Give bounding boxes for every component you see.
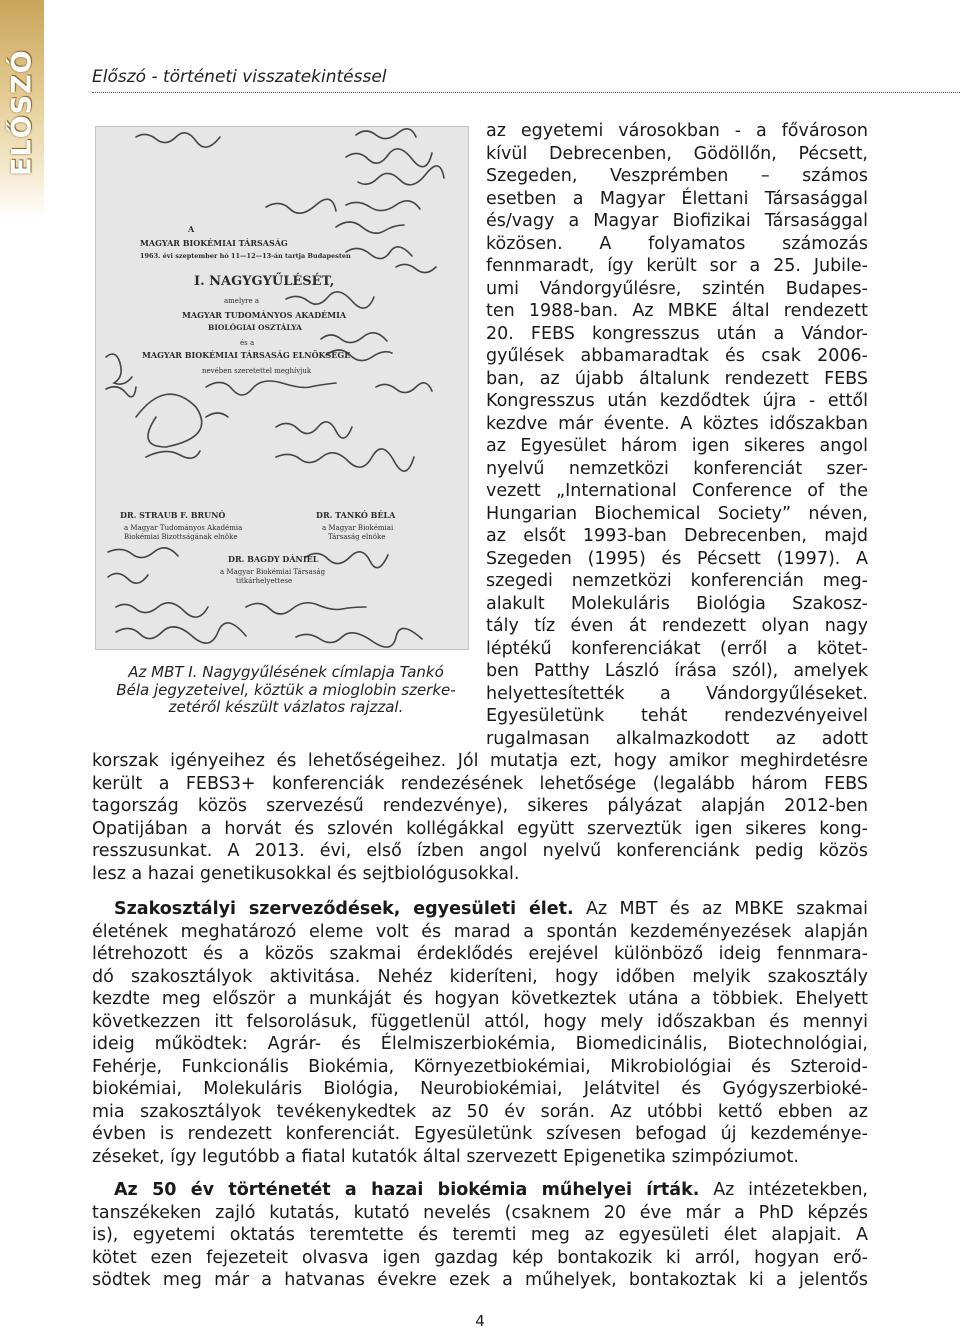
paragraph-line: ban, az újabb általunk rendezett FEBS (486, 368, 868, 389)
paragraph-line: lesz a hazai genetikusokkal és sejtbiológusokkal. (92, 863, 520, 884)
paragraph-line: ten 1988-ban. Az MBKE által rendezett (486, 301, 868, 321)
running-head-text: Előszó - történeti visszatekintéssel (92, 67, 387, 87)
paragraph-line: 20. FEBS kongresszus után a Vándor- (486, 323, 868, 344)
caption-line: Az MBT I. Nagygyűlésének címlapja Tankó (128, 663, 444, 681)
invitation-line-date: 1963. évi szeptember hó 11—12—13-án tartja Budapesten (140, 252, 351, 260)
invitation-line-invite: nevében szeretettel meghívjuk (202, 367, 312, 375)
paragraph-line: tagország közös szervezésű rendezvénye), sikeres pályázat alapján 2012-ben (92, 796, 868, 816)
paragraph-line: kívül Debrecenben, Gödöllőn, Pécsett, (486, 143, 868, 164)
paragraph-line: ben Patthy László írása szól), amelyek (486, 661, 868, 681)
paragraph-line: következzen itt felsorolásuk, függetlenül attól, hogy mely időszakban és mennyi (92, 1011, 868, 1032)
paragraph-line: az elsőt 1993-ban Debrecenben, majd (486, 526, 868, 546)
paragraph-line: Egyesületünk tehát rendezvényeivel (486, 706, 868, 726)
section-lead-heading: Szakosztályi szerveződések, egyesületi élet. (114, 899, 574, 919)
invitation-line-es: és a (240, 339, 255, 347)
paragraph-line: léptékű konferenciákat (erről a kötet- (486, 638, 868, 659)
paragraph-line: kötet ezen fejezeteit olvasva igen gazdag kép bontakozik ki arról, hogyan erő- (92, 1247, 868, 1268)
invitation-line-presidium: MAGYAR BIOKÉMIAI TÁRSASÁG ELNÖKSÉGE (142, 350, 351, 360)
historical-invitation-image (95, 126, 469, 650)
signature-bagdy-role2: titkárhelyettese (236, 577, 293, 585)
section-tab-label: ELŐSZÓ (6, 49, 38, 177)
paragraph-line: biokémiai, Molekuláris Biológia, Neurobiokémiai, Jelátvitel és Gyógyszerbioké- (92, 1079, 868, 1099)
paragraph-line: Fehérje, Funkcionális Biokémia, Környezetbiokémiai, Mikrobiológiai és Szteroid- (92, 1056, 868, 1077)
paragraph-line: korszak igényeihez és lehetőségeihez. Jól mutatja ezt, hogy amikor meghirdetésre (92, 751, 868, 771)
signature-tanko-role1: a Magyar Biokémiai (322, 524, 394, 532)
paragraph-line: kezdve már évente. A köztes időszakban (486, 413, 868, 434)
paragraph-line: helyettesítették a Vándorgyűléseket. (486, 683, 868, 704)
paragraph-line: resszusunkat. A 2013. évi, első ízben angol nyelvű konferenciánk pedig közös (92, 841, 868, 861)
paragraph-line: nyelvű nemzetközi konferenciát szer- (486, 458, 868, 479)
paragraph-line: dó szakosztályok aktivitása. Nehéz kideríteni, hogy időben melyik szakosztály (92, 966, 868, 987)
paragraph-line: mia szakosztályok tevékenykedtek az 50 év során. Az utóbbi kettő ebben az (92, 1101, 868, 1122)
paragraph-line: esetben a Magyar Élettani Társasággal (486, 188, 868, 209)
paragraph-line: az egyetemi városokban - a fővároson (486, 121, 868, 141)
section-lead-rest: Az MBT és az MBKE szakmai (573, 899, 868, 919)
paragraph-line: szegedi nemzetközi konferencián meg- (486, 571, 868, 591)
paragraph-line: zéseket, így legutóbb a fiatal kutatók által szervezett Epigenetika szimpóziumot. (92, 1146, 799, 1167)
paragraph-line: alakult Molekuláris Biológia Szakosz- (486, 593, 868, 614)
paragraph-line: közösen. A folyamatos számozás (486, 233, 868, 254)
paragraph-line: Kongresszus után kezdődtek újra - ettől (486, 391, 868, 411)
signature-tanko-role2: Társaság elnöke (328, 533, 386, 541)
paragraph-line: Szegeden (1995) és Pécsett (1997). A (486, 548, 868, 569)
signature-tanko-name: DR. TANKÓ BÉLA (316, 510, 396, 520)
paragraph-line: Hungarian Biochemical Society” néven, (486, 503, 868, 524)
invitation-line-biology: BIOLÓGIAI OSZTÁLYA (208, 323, 302, 332)
paragraph-line: is), egyetemi oktatás teremtette és teremti meg az egyesületi élet alapjait. A (92, 1225, 868, 1245)
paragraph-line: került a FEBS3+ konferenciák rendezésének lehetősége (legalább három FEBS (92, 773, 868, 794)
invitation-line-amelyre: amelyre a (224, 297, 260, 305)
paragraph-line: gyűlések abbamaradtak és csak 2006- (486, 346, 868, 366)
paragraph-line: és/vagy a Magyar Biofizikai Társasággal (486, 211, 868, 231)
invitation-line-academy: MAGYAR TUDOMÁNYOS AKADÉMIA (182, 310, 347, 320)
section-lead-heading: Az 50 év történetét a hazai biokémia műhelyei írták. (114, 1180, 700, 1200)
paragraph-line: södtek meg már a hatvanas évekre ezek a műhelyek, bontakoztak ki a jelentős (92, 1270, 868, 1290)
paragraph-line: fennmaradt, így került sor a 25. Jubile- (486, 256, 868, 276)
paragraph-line: tanszékeken zajló kutatás, kutató nevelés (csaknem 20 éve már a PhD képzés (92, 1202, 868, 1223)
paragraph-line: életének meghatározó eleme volt és marad a spontán kezdeményezések alapján (92, 921, 868, 942)
running-head (92, 66, 960, 93)
invitation-line-society: MAGYAR BIOKÉMIAI TÁRSASÁG (140, 238, 288, 248)
paragraph-line: umi Vándorgyűlésre, szintén Budapes- (486, 278, 868, 299)
paragraph-line: évben is rendezett konferenciát. Egyesületünk szívesen befogad új kezdeménye- (92, 1124, 868, 1144)
paragraph-line: tály tíz éven át rendezett olyan nagy (486, 616, 868, 636)
signature-straub-role1: a Magyar Tudományos Akadémia (124, 524, 243, 532)
paragraph-first-line (92, 1179, 868, 1201)
paragraph-first-line (92, 898, 868, 920)
paragraph-line: ideig működtek: Agrár- és Élelmiszerbiokémia, Biomedicinális, Biotechnológiai, (92, 1034, 868, 1054)
invitation-line-a: A (188, 224, 195, 234)
paragraph-line: az Egyesület három igen sikeres angol (486, 436, 868, 456)
invitation-title: I. NAGYGYŰLÉSÉT, (194, 274, 335, 289)
page-number: 4 (475, 1312, 485, 1330)
paragraph-line: vezett „International Conference of the (486, 481, 868, 501)
section-tab (0, 0, 44, 220)
paragraph-line: létrehozott és a közös szakmai érdeklődés erejével különböző ideig fennmara- (92, 944, 868, 964)
figure-caption (92, 664, 480, 717)
caption-line: zetéről készült vázlatos rajzzal. (168, 698, 404, 716)
paragraph-line: rugalmasan alkalmazkodott az adott (486, 728, 868, 749)
caption-line: Béla jegyzeteivel, köztük a mioglobin szerke- (116, 680, 456, 699)
section-lead-rest: Az intézetekben, (699, 1180, 868, 1200)
signature-bagdy-name: DR. BAGDY DÁNIEL (228, 554, 319, 564)
paragraph-line: Opatijában a horvát és szlovén kollégákkal együtt szerveztük igen sikeres kong- (92, 818, 868, 839)
paragraph-line: Szegeden, Veszprémben – számos (486, 166, 868, 186)
signature-bagdy-role1: a Magyar Biokémiai Társaság (220, 568, 326, 576)
paragraph-line: kezdte meg először a munkáját és hogyan következtek utána a többiek. Ehelyett (92, 989, 868, 1009)
signature-straub-role2: Biokémiai Bizottságának elnöke (124, 533, 238, 541)
signature-straub-name: DR. STRAUB F. BRUNÓ (120, 510, 226, 520)
